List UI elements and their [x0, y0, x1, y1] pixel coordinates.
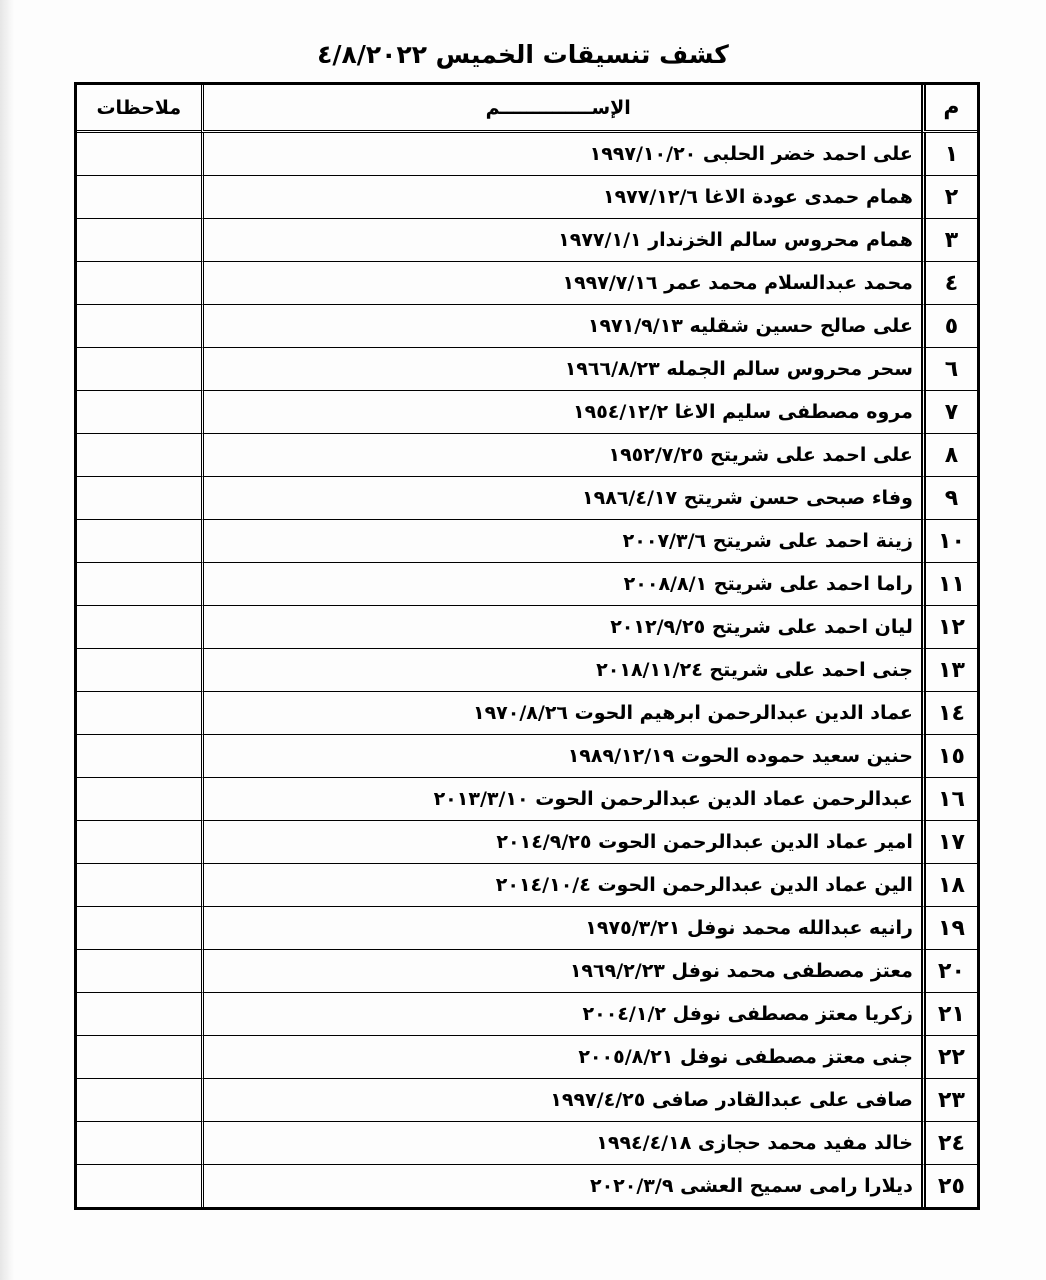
row-name: مروه مصطفى سليم الاغا ١٩٥٤/١٢/٢: [201, 391, 921, 434]
row-notes: [77, 649, 201, 692]
row-notes: [77, 993, 201, 1036]
table-row: [77, 348, 977, 391]
row-notes: [77, 563, 201, 606]
row-name: راما احمد على شريتح ٢٠٠٨/٨/١: [201, 563, 921, 606]
row-number: ٢٣: [921, 1079, 977, 1122]
row-name: على احمد على شريتح ١٩٥٢/٧/٢٥: [201, 434, 921, 477]
row-number: ١: [921, 133, 977, 176]
row-number: ٩: [921, 477, 977, 520]
row-name: خالد مفيد محمد حجازى ١٩٩٤/٤/١٨: [201, 1122, 921, 1165]
row-number: ١٣: [921, 649, 977, 692]
row-notes: [77, 735, 201, 778]
table-row: [77, 477, 977, 520]
row-name: وفاء صبحى حسن شريتح ١٩٨٦/٤/١٧: [201, 477, 921, 520]
row-number: ٢٤: [921, 1122, 977, 1165]
table-row: [77, 305, 977, 348]
table-row: [77, 176, 977, 219]
row-number: ٧: [921, 391, 977, 434]
row-name: امير عماد الدين عبدالرحمن الحوت ٢٠١٤/٩/٢٥: [201, 821, 921, 864]
row-notes: [77, 176, 201, 219]
row-number: ١٠: [921, 520, 977, 563]
row-number: ٦: [921, 348, 977, 391]
row-name: على صالح حسين شقليه ١٩٧١/٩/١٣: [201, 305, 921, 348]
row-number: ٥: [921, 305, 977, 348]
row-notes: [77, 305, 201, 348]
row-notes: [77, 133, 201, 176]
header-notes: ملاحظات: [77, 85, 201, 133]
header-number: م: [921, 85, 977, 133]
table-row: [77, 864, 977, 907]
row-number: ١٢: [921, 606, 977, 649]
row-name: عبدالرحمن عماد الدين عبدالرحمن الحوت ٢٠١٣/٣/١٠: [201, 778, 921, 821]
row-name: معتز مصطفى محمد نوفل ١٩٦٩/٢/٢٣: [201, 950, 921, 993]
document-title: كشف تنسيقات الخميس ٤/٨/٢٠٢٢: [317, 40, 729, 69]
table-row: [77, 649, 977, 692]
table-row: [77, 133, 977, 176]
row-notes: [77, 821, 201, 864]
row-notes: [77, 864, 201, 907]
row-number: ١٩: [921, 907, 977, 950]
row-notes: [77, 692, 201, 735]
row-notes: [77, 907, 201, 950]
page-edge-shadow: [0, 0, 14, 1280]
row-name: جنى احمد على شريتح ٢٠١٨/١١/٢٤: [201, 649, 921, 692]
row-notes: [77, 520, 201, 563]
row-number: ١٦: [921, 778, 977, 821]
row-name: ديلارا رامى سميح العشى ٢٠٢٠/٣/٩: [201, 1165, 921, 1207]
row-name: الين عماد الدين عبدالرحمن الحوت ٢٠١٤/١٠/٤: [201, 864, 921, 907]
row-notes: [77, 778, 201, 821]
table-row: [77, 735, 977, 778]
table-row: [77, 907, 977, 950]
row-name: زينة احمد على شريتح ٢٠٠٧/٣/٦: [201, 520, 921, 563]
table-row: [77, 950, 977, 993]
row-number: ٨: [921, 434, 977, 477]
row-notes: [77, 950, 201, 993]
table-row: [77, 1165, 977, 1207]
row-number: ٢: [921, 176, 977, 219]
row-number: ١١: [921, 563, 977, 606]
row-number: ٢٠: [921, 950, 977, 993]
table-row: [77, 993, 977, 1036]
table-row: [77, 1122, 977, 1165]
row-name: زكريا معتز مصطفى نوفل ٢٠٠٤/١/٢: [201, 993, 921, 1036]
table-row: [77, 778, 977, 821]
table-row: [77, 1079, 977, 1122]
row-name: ليان احمد على شريتح ٢٠١٢/٩/٢٥: [201, 606, 921, 649]
row-notes: [77, 262, 201, 305]
row-notes: [77, 1079, 201, 1122]
table-row: [77, 434, 977, 477]
row-notes: [77, 1036, 201, 1079]
row-number: ١٥: [921, 735, 977, 778]
row-number: ٣: [921, 219, 977, 262]
names-table: [74, 82, 980, 1210]
table-row: [77, 1036, 977, 1079]
row-name: محمد عبدالسلام محمد عمر ١٩٩٧/٧/١٦: [201, 262, 921, 305]
row-notes: [77, 348, 201, 391]
table-row: [77, 219, 977, 262]
row-name: جنى معتز مصطفى نوفل ٢٠٠٥/٨/٢١: [201, 1036, 921, 1079]
table-header-row: [77, 85, 977, 133]
row-name: رانيه عبدالله محمد نوفل ١٩٧٥/٣/٢١: [201, 907, 921, 950]
header-name: الإســــــــــــــم: [201, 85, 921, 133]
table-row: [77, 563, 977, 606]
row-notes: [77, 219, 201, 262]
table-row: [77, 692, 977, 735]
row-notes: [77, 477, 201, 520]
row-number: ١٨: [921, 864, 977, 907]
row-notes: [77, 1122, 201, 1165]
row-name: همام محروس سالم الخزندار ١٩٧٧/١/١: [201, 219, 921, 262]
row-name: عماد الدين عبدالرحمن ابرهيم الحوت ١٩٧٠/٨/٢٦: [201, 692, 921, 735]
table-row: [77, 520, 977, 563]
table-row: [77, 391, 977, 434]
table-row: [77, 606, 977, 649]
row-name: صافى على عبدالقادر صافى ١٩٩٧/٤/٢٥: [201, 1079, 921, 1122]
row-name: همام حمدى عودة الاغا ١٩٧٧/١٢/٦: [201, 176, 921, 219]
row-name: سحر محروس سالم الجمله ١٩٦٦/٨/٢٣: [201, 348, 921, 391]
row-name: على احمد خضر الحلبى ١٩٩٧/١٠/٢٠: [201, 133, 921, 176]
row-notes: [77, 434, 201, 477]
row-number: ٤: [921, 262, 977, 305]
row-number: ٢٢: [921, 1036, 977, 1079]
row-number: ١٤: [921, 692, 977, 735]
row-name: حنين سعيد حموده الحوت ١٩٨٩/١٢/١٩: [201, 735, 921, 778]
table-row: [77, 262, 977, 305]
table-row: [77, 821, 977, 864]
row-number: ٢١: [921, 993, 977, 1036]
row-number: ٢٥: [921, 1165, 977, 1207]
row-notes: [77, 606, 201, 649]
row-number: ١٧: [921, 821, 977, 864]
row-notes: [77, 1165, 201, 1207]
row-notes: [77, 391, 201, 434]
